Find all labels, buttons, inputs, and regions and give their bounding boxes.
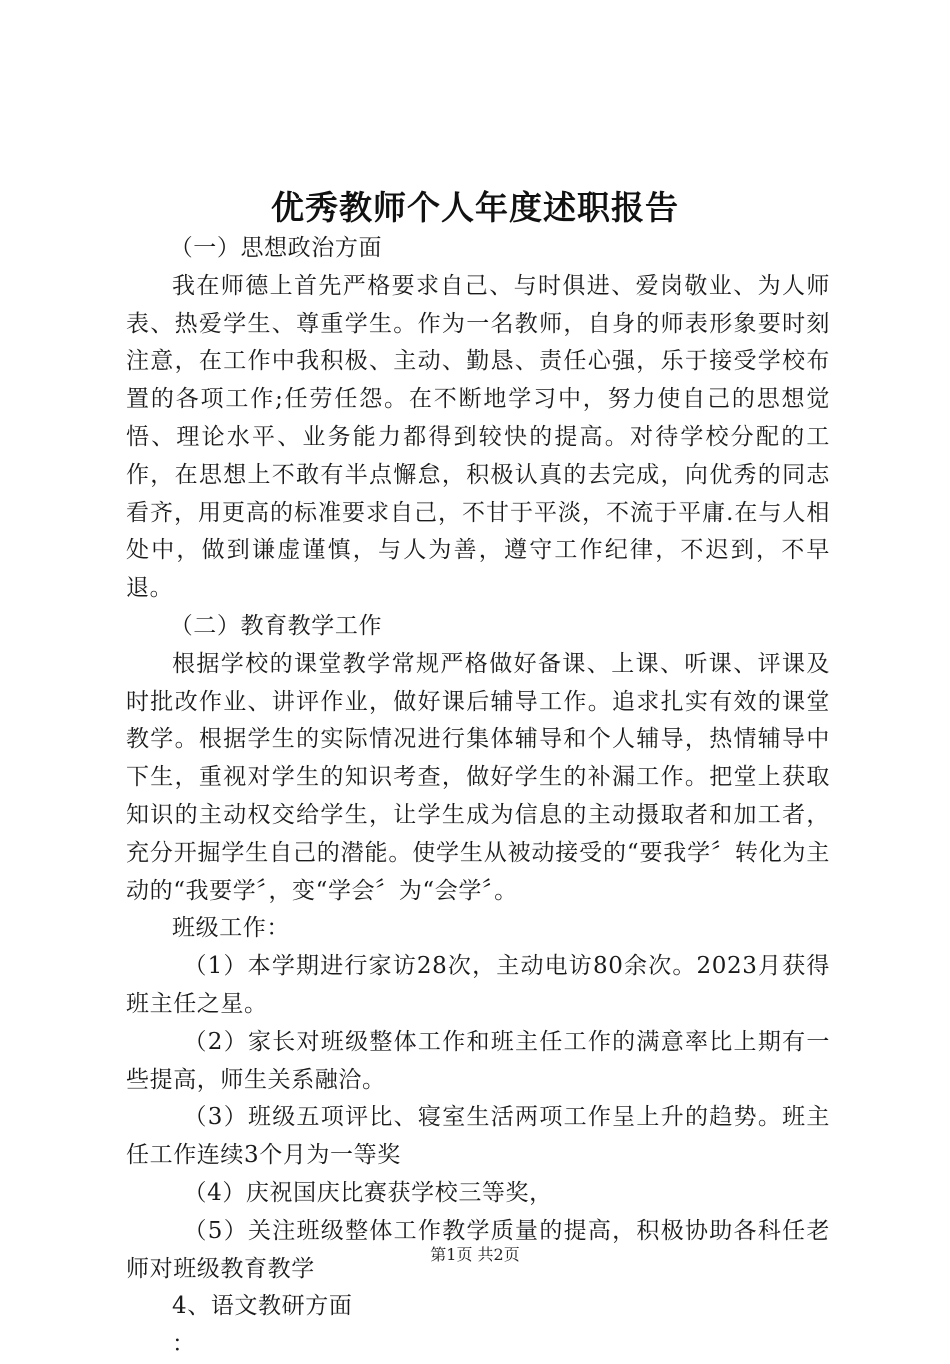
list-item: （3）班级五项评比、寝室生活两项工作呈上升的趋势。班主任工作连续3个月为一等奖 [126,1104,830,1169]
page-footer: 第1页 共2页 [430,1245,520,1264]
section-heading: （二）教育教学工作 [169,612,383,639]
body-paragraph: 根据学校的课堂教学常规严格做好备课、上课、听课、评课及时批改作业、讲评作业，做好课后辅导工作。追求扎实有效的课堂教学。根据学生的实际情况进行集体辅导和个人辅导，热情辅导中下生，重视对学生的知识考查，做好学生的补漏工作。把堂上获取知识的主动权交给学生，让学生成为信息的主动摄取者和加工者，充分开掘学生自己的潜能。使学生从被动接受的“要我学〞转化为主动的“我要学〞，变“学会〞为“会学〞。 [126,650,830,904]
section-label: 班级工作： [172,915,290,942]
list-item: （4）庆祝国庆比赛获学校三等奖， [183,1179,553,1206]
section-heading: （一）思想政治方面 [169,235,383,261]
list-item: （2）家长对班级整体工作和班主任工作的满意率比上期有一些提高，师生关系融洽。 [126,1028,830,1093]
body-paragraph: 我在师德上首先严格要求自己、与时俱进、爱岗敬业、为人师表、热爱学生、尊重学生。作为一名教师，自身的师表形象要时刻注意，在工作中我积极、主动、勤恳、责任心强，乐于接受学校布置的各项工作;任劳任怨。在不断地学习中，努力使自己的思想觉悟、理论水平、业务能力都得到较快的提高。对待学校分配的工作，在思想上不敢有半点懈怠，积极认真的去完成，向优秀的同志看齐，用更高的标准要求自己，不甘于平淡，不流于平庸.在与人相处中，做到谦虚谨慎，与人为善，遵守工作纪律，不迟到，不早退。 [126,272,830,602]
list-item: （1）本学期进行家访28次，主动电访80余次。2023月获得班主任之星。 [126,953,830,1017]
section-label: 4、语文教研方面 [172,1293,353,1320]
body-paragraph: ： [172,1331,196,1358]
list-item: （5）关注班级整体工作教学质量的提高，积极协助各科任老师对班级教育教学 [126,1217,830,1282]
document-title: 优秀教师个人年度述职报告 [271,188,679,227]
document-body [126,230,830,1364]
